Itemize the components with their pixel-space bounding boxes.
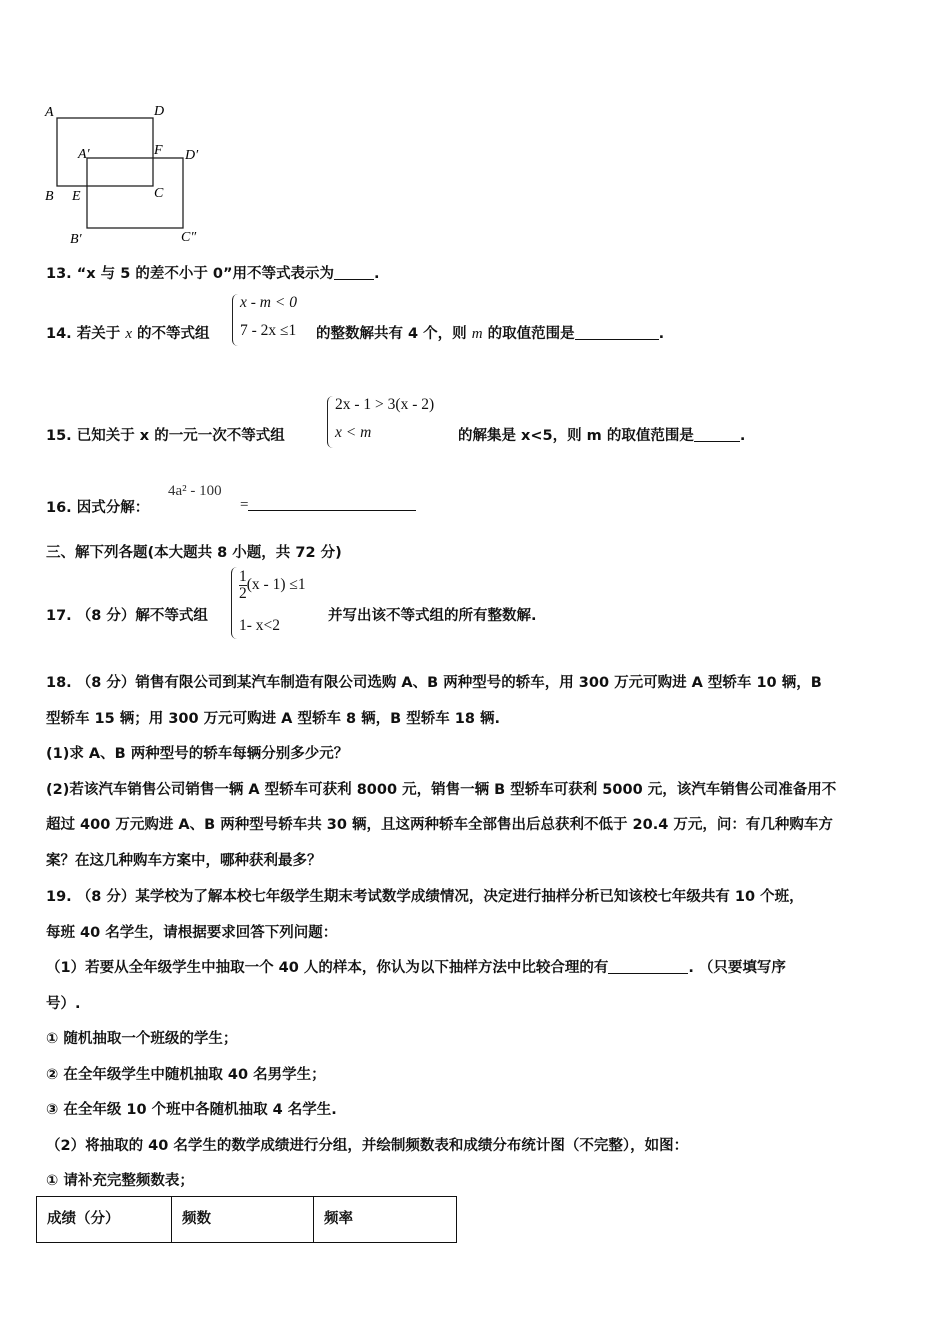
q19-line4: 号）. bbox=[46, 995, 81, 1012]
question-16 bbox=[46, 496, 149, 517]
label-d: D bbox=[154, 104, 165, 119]
label-d-prime: D′ bbox=[185, 148, 199, 163]
table-header-row bbox=[37, 1197, 457, 1243]
question-16-continued bbox=[240, 496, 416, 514]
q19-line3 bbox=[46, 951, 906, 987]
q17-line1 bbox=[239, 569, 306, 602]
q19-line8: （2）将抽取的 40 名学生的数学成绩进行分组，并绘制频数表和成绩分布统计图（不完整），如图： bbox=[46, 1137, 689, 1154]
q13-tail: . bbox=[374, 266, 380, 282]
question-15-continued bbox=[458, 424, 745, 445]
q14-tail: . bbox=[658, 326, 665, 342]
q17-frac-den: 2 bbox=[239, 585, 247, 602]
frequency-table bbox=[36, 1196, 457, 1243]
question-17 bbox=[46, 604, 208, 625]
q19-line1: 19. （8 分）某学校为了解本校七年级学生期末考试数学成绩情况，决定进行抽样分析已知该校七年级共有 10 个班， bbox=[46, 889, 804, 905]
rectangle-abcd bbox=[57, 118, 153, 186]
question-19 bbox=[46, 880, 906, 1200]
section-3-heading: 三、解下列各题(本大题共 8 小题，共 72 分) bbox=[46, 545, 342, 561]
q17-post: 并写出该不等式组的所有整数解. bbox=[328, 608, 537, 624]
q17-frac-num: 1 bbox=[239, 568, 247, 585]
label-f: F bbox=[154, 143, 163, 158]
q18-line1: 18. （8 分）销售有限公司到某汽车制造有限公司选购 A、B 两种型号的轿车，用 300 万元可购进 A 型轿车 10 辆，B bbox=[46, 675, 822, 691]
q18-line4: (2)若该汽车销售公司销售一辆 A 型轿车可获利 8000 元，销售一辆 B 型轿车可获利 5000 元，该汽车销售公司准备用不 bbox=[46, 781, 837, 798]
label-a: A bbox=[45, 105, 54, 120]
rectangle-translation-figure bbox=[40, 100, 220, 250]
q19-line9: ① 请补充完整频数表； bbox=[46, 1173, 194, 1189]
q19-line3-text: （1）若要从全年级学生中抽取一个 40 人的样本，你认为以下抽样方法中比较合理的有 bbox=[46, 960, 609, 976]
q18-line3: (1)求 A、B 两种型号的轿车每辆分别多少元？ bbox=[46, 746, 349, 762]
q17-pre: 解不等式组 bbox=[135, 608, 208, 624]
q15-line1: 2x - 1 > 3(x - 2) bbox=[335, 396, 435, 413]
label-b: B bbox=[45, 189, 54, 204]
table-header-frequency: 频数 bbox=[172, 1197, 314, 1243]
q15-post: 的解集是 x<5，则 m 的取值范围是 bbox=[458, 428, 694, 444]
q18-line6: 案？在这几种购车方案中，哪种获利最多？ bbox=[46, 852, 322, 869]
q13-answer-blank[interactable] bbox=[334, 265, 374, 280]
q14-mid: 的不等式组 bbox=[137, 326, 210, 342]
q15-line2: x < m bbox=[335, 424, 372, 441]
q17-inequality-system bbox=[231, 567, 327, 639]
q14-number: 14. bbox=[46, 326, 72, 342]
table-header-rate: 频率 bbox=[314, 1197, 457, 1243]
q19-line6: ② 在全年级学生中随机抽取 40 名男学生； bbox=[46, 1066, 326, 1083]
question-14 bbox=[46, 322, 210, 343]
question-17-continued bbox=[328, 604, 537, 625]
q15-number: 15. bbox=[46, 428, 72, 444]
question-14-continued bbox=[316, 322, 664, 343]
question-13 bbox=[46, 262, 380, 283]
q14-line1: x - m < 0 bbox=[240, 294, 297, 311]
label-c-prime: C″ bbox=[181, 230, 197, 245]
q13-text: “x 与 5 的差不小于 0”用不等式表示为 bbox=[76, 266, 335, 282]
table-header-score: 成绩（分） bbox=[37, 1197, 172, 1243]
q19-answer-blank[interactable] bbox=[608, 959, 688, 974]
q16-pre: 因式分解： bbox=[76, 500, 150, 516]
q13-number: 13. bbox=[46, 266, 72, 282]
q19-line3-tail: . （只要填写序 bbox=[688, 960, 786, 976]
q15-answer-blank[interactable] bbox=[694, 427, 740, 442]
q15-tail: . bbox=[739, 428, 746, 444]
q17-line2: 1- x<2 bbox=[239, 617, 281, 634]
label-a-prime: A′ bbox=[78, 147, 90, 162]
q14-answer-blank[interactable] bbox=[575, 325, 659, 340]
q16-answer-blank[interactable] bbox=[248, 496, 416, 511]
q14-var-x: x bbox=[125, 326, 132, 342]
q14-line2: 7 - 2x ≤1 bbox=[240, 322, 297, 339]
q14-var-m: m bbox=[471, 326, 483, 342]
q18-line5: 超过 400 万元购进 A、B 两种型号轿车共 30 辆，且这两种轿车全部售出后总获利不低于 20.4 万元，问：有几种购车方 bbox=[46, 817, 833, 833]
q17-points: （8 分） bbox=[76, 608, 136, 624]
q15-inequality-system bbox=[327, 396, 457, 448]
q19-line2: 每班 40 名学生，请根据要求回答下列问题： bbox=[46, 924, 338, 941]
q17-line1-rest: (x - 1) ≤1 bbox=[246, 576, 306, 594]
question-15 bbox=[46, 424, 285, 445]
q17-number: 17. bbox=[46, 608, 72, 624]
label-c: C bbox=[154, 186, 164, 201]
q14-post1: 的整数解共有 4 个，则 bbox=[316, 326, 467, 342]
q14-pre: 若关于 bbox=[76, 326, 121, 342]
q16-expression: 4a² - 100 bbox=[168, 483, 222, 499]
q18-line2: 型轿车 15 辆；用 300 万元可购进 A 型轿车 8 辆，B 型轿车 18 辆. bbox=[46, 710, 501, 727]
label-b-prime: B′ bbox=[70, 232, 82, 247]
q15-pre: 已知关于 x 的一元一次不等式组 bbox=[76, 428, 285, 444]
q14-inequality-system bbox=[232, 294, 322, 346]
q16-number: 16. bbox=[46, 500, 72, 516]
rectangle-a-prime-b-prime-c-prime-d-prime bbox=[87, 158, 183, 228]
label-e: E bbox=[72, 189, 81, 204]
q16-equals: = bbox=[240, 497, 249, 513]
question-18 bbox=[46, 666, 906, 879]
q14-post2: 的取值范围是 bbox=[487, 326, 575, 342]
q19-line5: ① 随机抽取一个班级的学生； bbox=[46, 1031, 238, 1047]
q19-line7: ③ 在全年级 10 个班中各随机抽取 4 名学生. bbox=[46, 1102, 337, 1118]
